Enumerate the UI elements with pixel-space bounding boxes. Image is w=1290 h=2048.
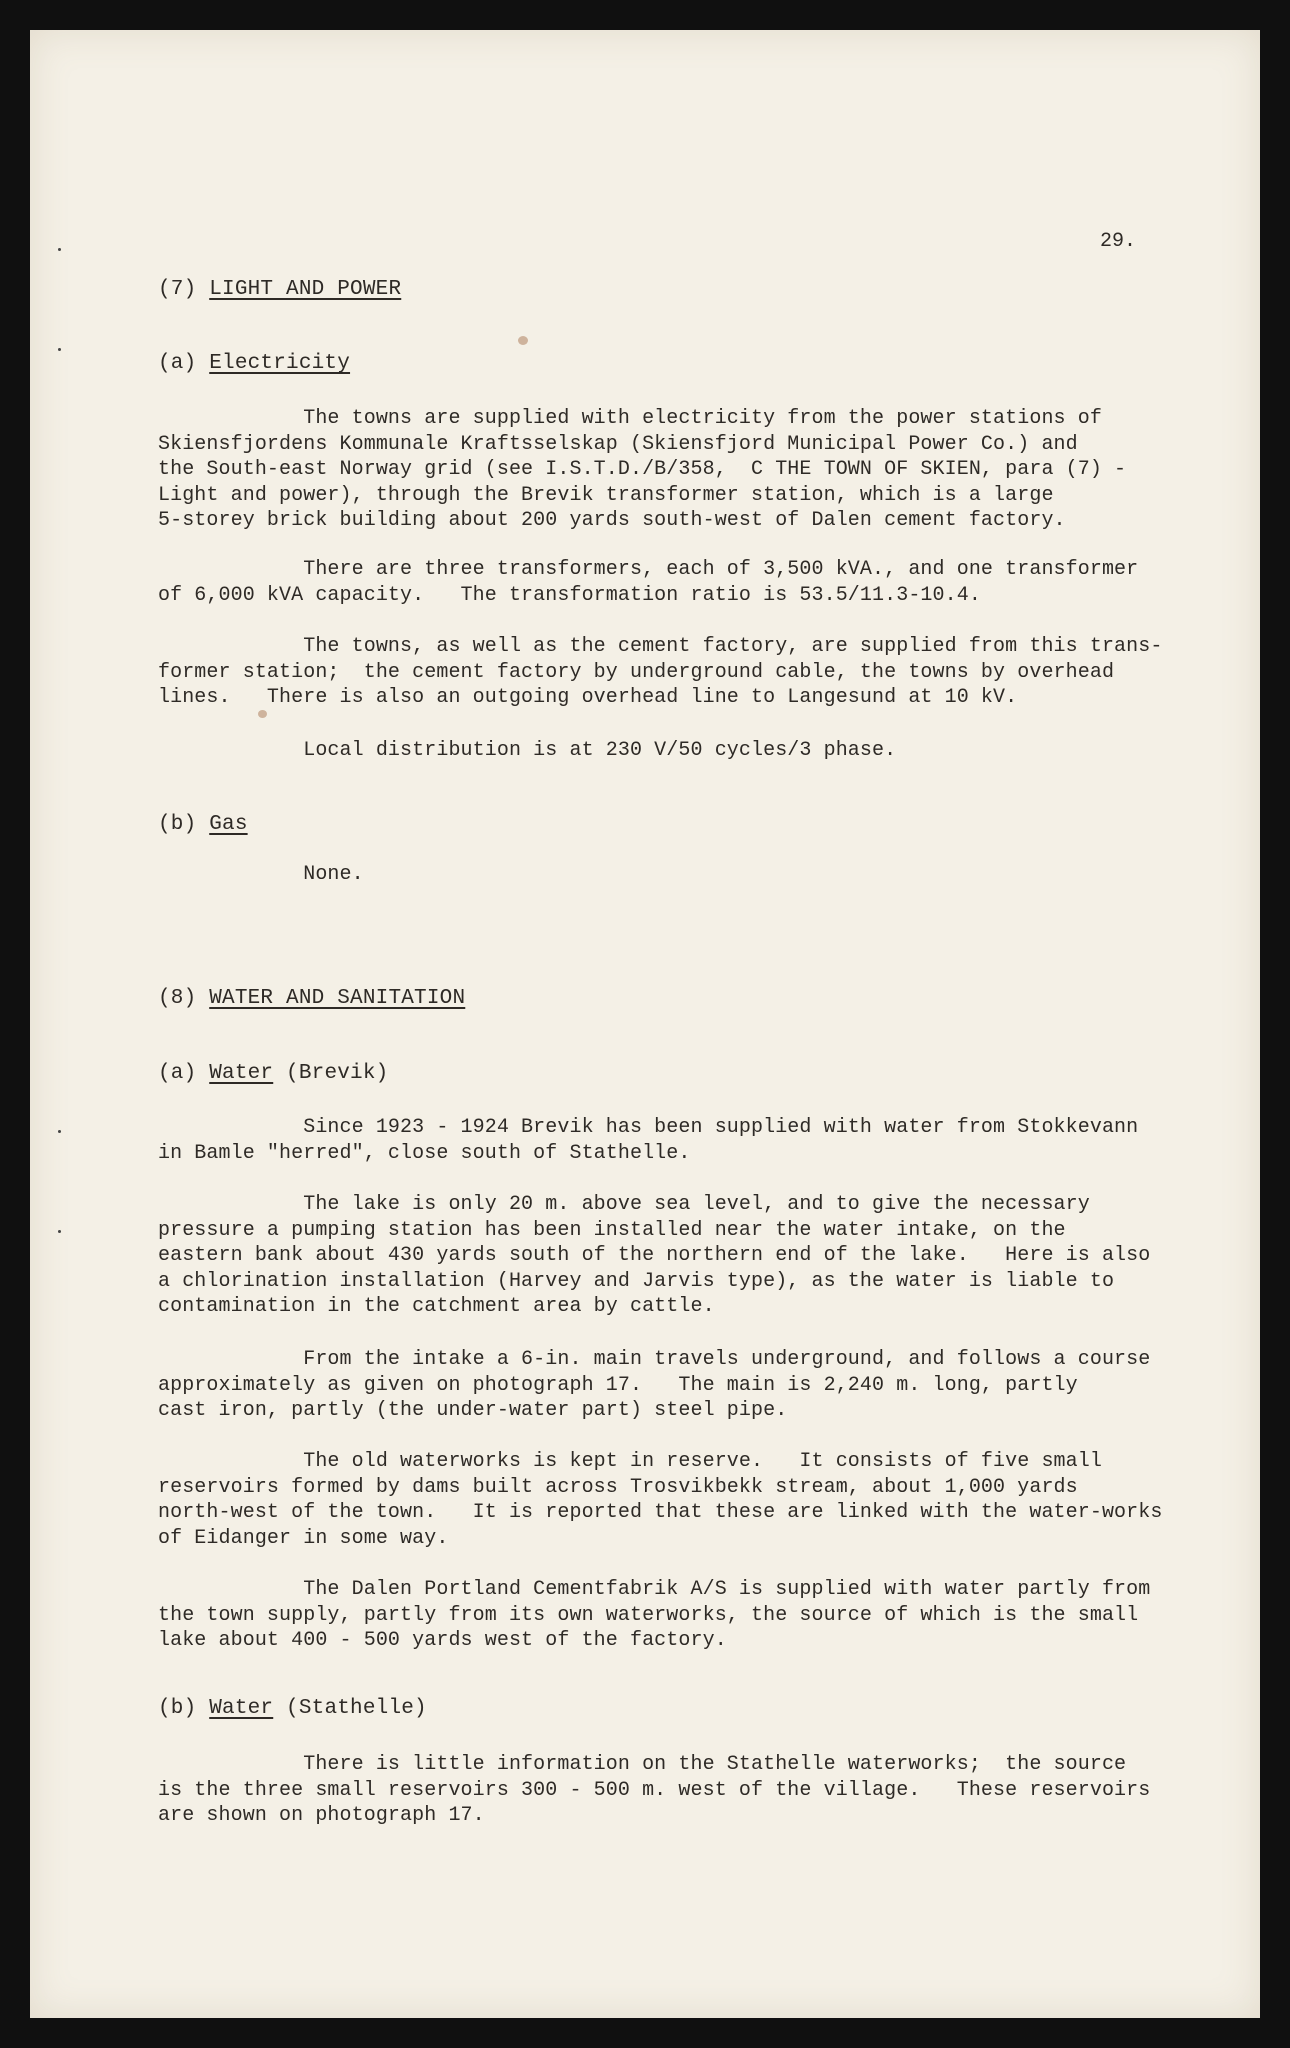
margin-mark (58, 1230, 61, 1233)
paragraph-water-1: Since 1923 - 1924 Brevik has been supplied with water from Stokkevann in Bamle "herred", close south of Stathelle. (158, 1116, 1139, 1165)
paragraph-stathelle: There is little information on the Stathelle waterworks; the source is the three small reservoirs 300 - 500 m. west of the village. These reservoirs are shown on photograph 17. (158, 1753, 1151, 1827)
subsection-title: Gas (209, 813, 248, 836)
subsection-title: Water (209, 1062, 274, 1085)
subsection-suffix: (Stathelle) (273, 1697, 427, 1720)
subsection-number: (b) (158, 1697, 210, 1720)
paragraph-electricity-2: There are three transformers, each of 3,500 kVA., and one transformer of 6,000 kVA capacity. The transformation ratio is 53.5/11.3-10.4. (158, 558, 1139, 607)
subsection-number: (a) (158, 1062, 210, 1085)
paragraph-electricity-3: The towns, as well as the cement factory, are supplied from this trans- former station; the cement factory by underground cable, the towns by overhead lines. There is also an outgoing overhead line to Langesund at 10 kV. (158, 635, 1163, 709)
subsection-gas-heading (158, 813, 248, 836)
section-number: (7) (158, 278, 210, 301)
subsection-suffix: (Brevik) (273, 1062, 389, 1085)
paragraph-water-5: The Dalen Portland Cementfabrik A/S is supplied with water partly from the town supply, partly from its own waterworks, the source of which is the small lake about 400 - 500 yards west of the factory. (158, 1578, 1151, 1652)
paper-stain (518, 336, 528, 345)
subsection-water-stathelle-heading (158, 1697, 427, 1720)
section-title: WATER AND SANITATION (209, 987, 466, 1010)
subsection-number: (a) (158, 352, 210, 375)
paragraph-water-4: The old waterworks is kept in reserve. It consists of five small reservoirs formed by dams built across Trosvikbekk stream, about 1,000 yards north-west of the town. It is reported that these are linked with the water-works of Eidanger in some way. (158, 1450, 1163, 1550)
subsection-number: (b) (158, 813, 210, 836)
subsection-title: Electricity (209, 352, 351, 375)
subsection-water-brevik-heading (158, 1062, 388, 1085)
paragraph-gas: None. (158, 863, 364, 886)
paper-stain (258, 710, 267, 718)
section-number: (8) (158, 987, 210, 1010)
subsection-electricity-heading (158, 352, 350, 375)
section-8-heading (158, 987, 465, 1010)
margin-mark (58, 248, 61, 251)
paragraph-electricity-1: The towns are supplied with electricity from the power stations of Skiensfjordens Kommunale Kraftsselskap (Skiensfjord Municipal Power Co.) and the South-east Norway grid (see I.S.T.D./B/358, C THE TOWN OF SKIEN, para (7) - Light and power), through the Brevik transformer station, which is a large 5-storey brick building about 200 yards south-west of Dalen cement factory. (158, 407, 1127, 532)
section-7-heading (158, 278, 401, 301)
document-page (30, 30, 1260, 2018)
subsection-title: Water (209, 1697, 274, 1720)
margin-mark (58, 348, 61, 351)
page-number: 29. (1100, 230, 1137, 253)
margin-mark (58, 1130, 61, 1133)
paragraph-water-2: The lake is only 20 m. above sea level, and to give the necessary pressure a pumping station has been installed near the water intake, on the eastern bank about 430 yards south of the northern end of the lake. Here is also a chlorination installation (Harvey and Jarvis type), as the water is liable to contamination in the catchment area by cattle. (158, 1193, 1151, 1318)
paragraph-electricity-4: Local distribution is at 230 V/50 cycles/3 phase. (158, 739, 897, 762)
paragraph-water-3: From the intake a 6-in. main travels underground, and follows a course approximately as given on photograph 17. The main is 2,240 m. long, partly cast iron, partly (the under-water part) steel pipe. (158, 1348, 1151, 1422)
section-title: LIGHT AND POWER (209, 278, 402, 301)
